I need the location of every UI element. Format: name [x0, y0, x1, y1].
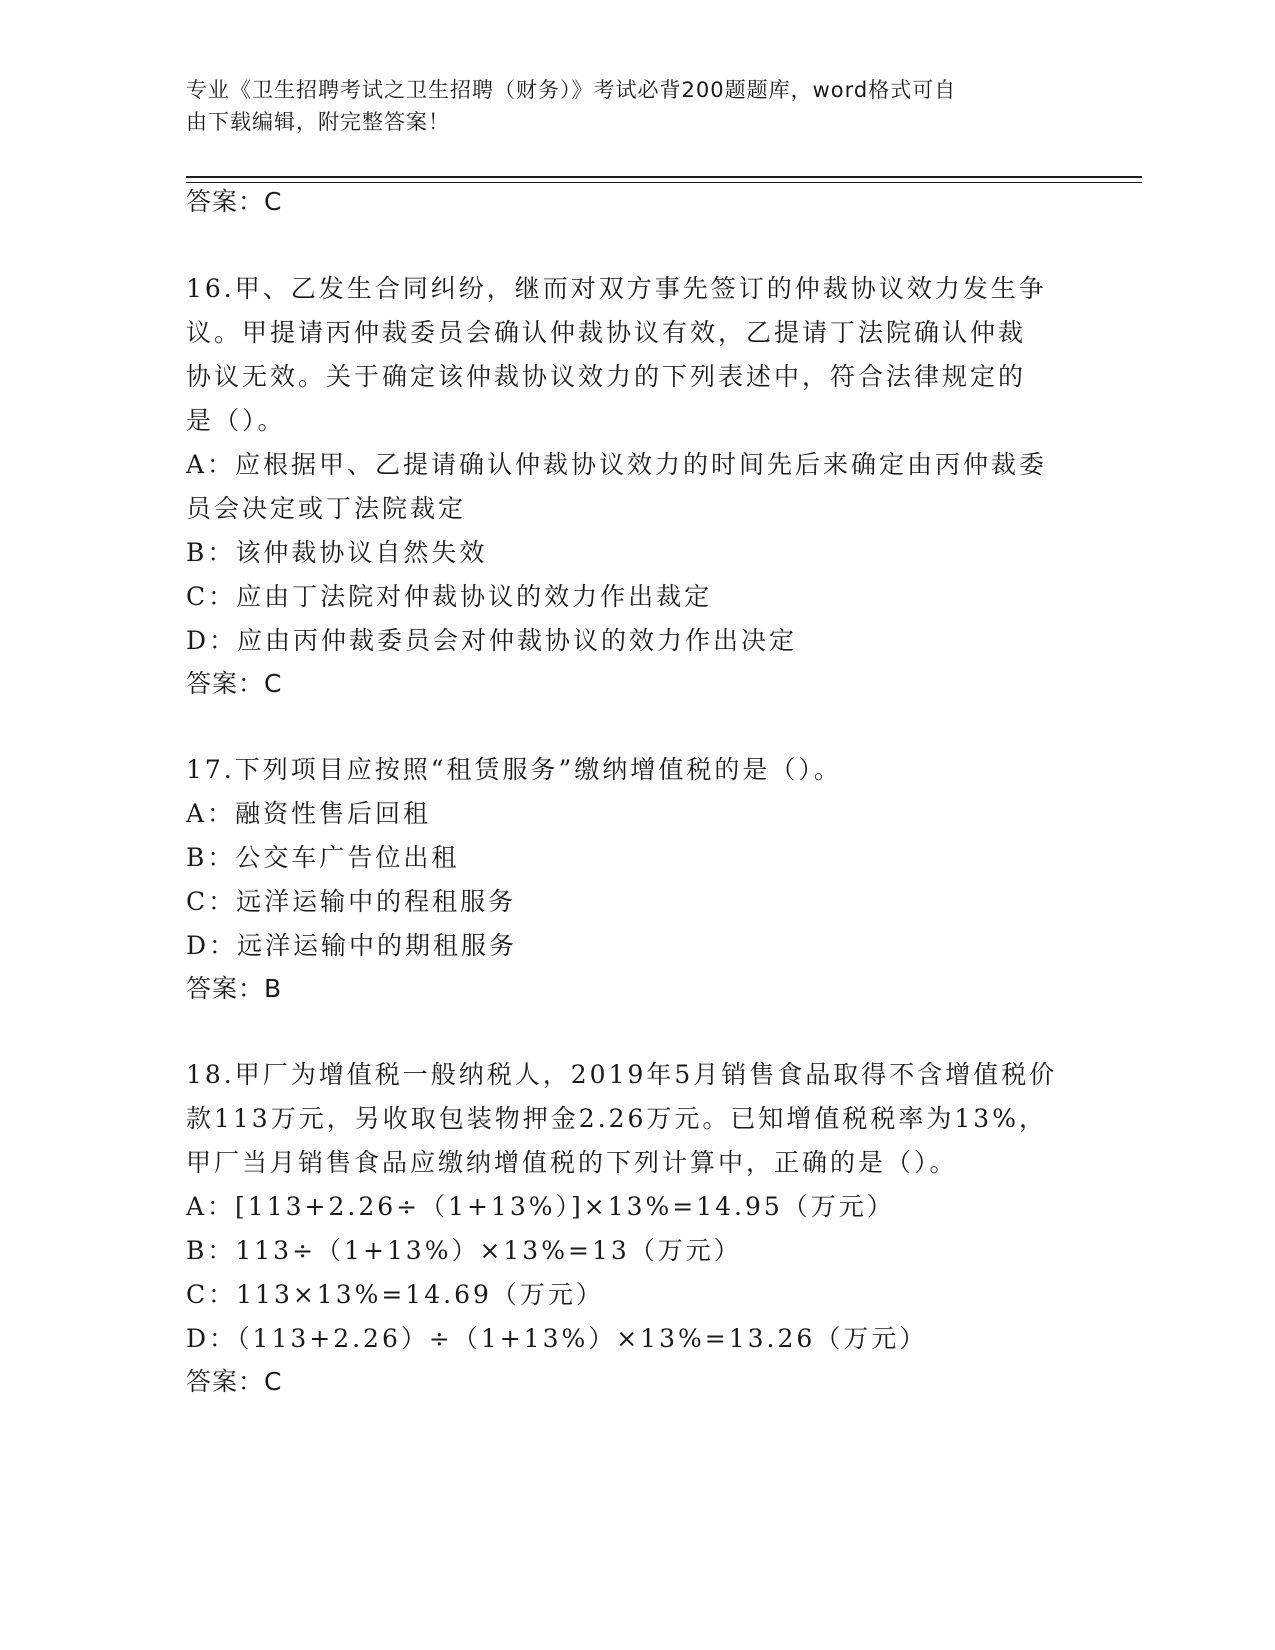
option-a: A：应根据甲、乙提请确认仲裁协议效力的时间先后来确定由丙仲裁委 [186, 450, 1048, 479]
option-b: B：113÷（1+13%）×13%=13（万元） [186, 1236, 742, 1265]
option-a: A：[113+2.26÷（1+13%）]×13%=14.95（万元） [186, 1192, 895, 1221]
option-b: B：公交车广告位出租 [186, 843, 460, 872]
answer: 答案：B [186, 974, 283, 1003]
option-d: D：应由丙仲裁委员会对仲裁协议的效力作出决定 [186, 626, 798, 655]
header-divider-thick [186, 176, 1142, 178]
question-text-line: 议。甲提请丙仲裁委员会确认仲裁协议有效，乙提请丁法院确认仲裁 [186, 318, 1027, 347]
question-text-line: 18.甲厂为增值税一般纳税人，2019年5月销售食品取得不含增值税价 [186, 1060, 1058, 1089]
question-text-line: 16.甲、乙发生合同纠纷，继而对双方事先签订的仲裁协议效力发生争 [186, 274, 1047, 303]
option-c: C：远洋运输中的程租服务 [186, 887, 517, 916]
header-line-1: 专业《卫生招聘考试之卫生招聘（财务）》考试必背200题题库，word格式可自 [186, 78, 957, 102]
previous-answer: 答案：C [186, 187, 283, 216]
answer: 答案：C [186, 669, 283, 698]
option-b: B：该仲裁协议自然失效 [186, 538, 488, 567]
question-text-line: 是（）。 [186, 406, 286, 435]
document-header [186, 74, 1066, 138]
option-d: D：远洋运输中的期租服务 [186, 931, 518, 960]
option-d: D：（113+2.26）÷（1+13%）×13%=13.26（万元） [186, 1324, 928, 1353]
question-text-line: 款113万元，另收取包装物押金2.26万元。已知增值税税率为13%， [186, 1104, 1047, 1133]
option-a-continued: 员会决定或丁法院裁定 [186, 494, 467, 523]
option-c: C：应由丁法院对仲裁协议的效力作出裁定 [186, 582, 713, 611]
answer: 答案：C [186, 1367, 283, 1396]
option-a: A：融资性售后回租 [186, 799, 432, 828]
question-text-line: 甲厂当月销售食品应缴纳增值税的下列计算中，正确的是（）。 [186, 1148, 958, 1177]
question-text-line: 协议无效。关于确定该仲裁协议效力的下列表述中，符合法律规定的 [186, 362, 1027, 391]
question-text-line: 17.下列项目应按照“租赁服务”缴纳增值税的是（）。 [186, 755, 842, 784]
header-divider-thin [186, 182, 1142, 183]
option-c: C：113×13%=14.69（万元） [186, 1280, 604, 1309]
header-line-2: 由下载编辑，附完整答案！ [186, 110, 450, 134]
